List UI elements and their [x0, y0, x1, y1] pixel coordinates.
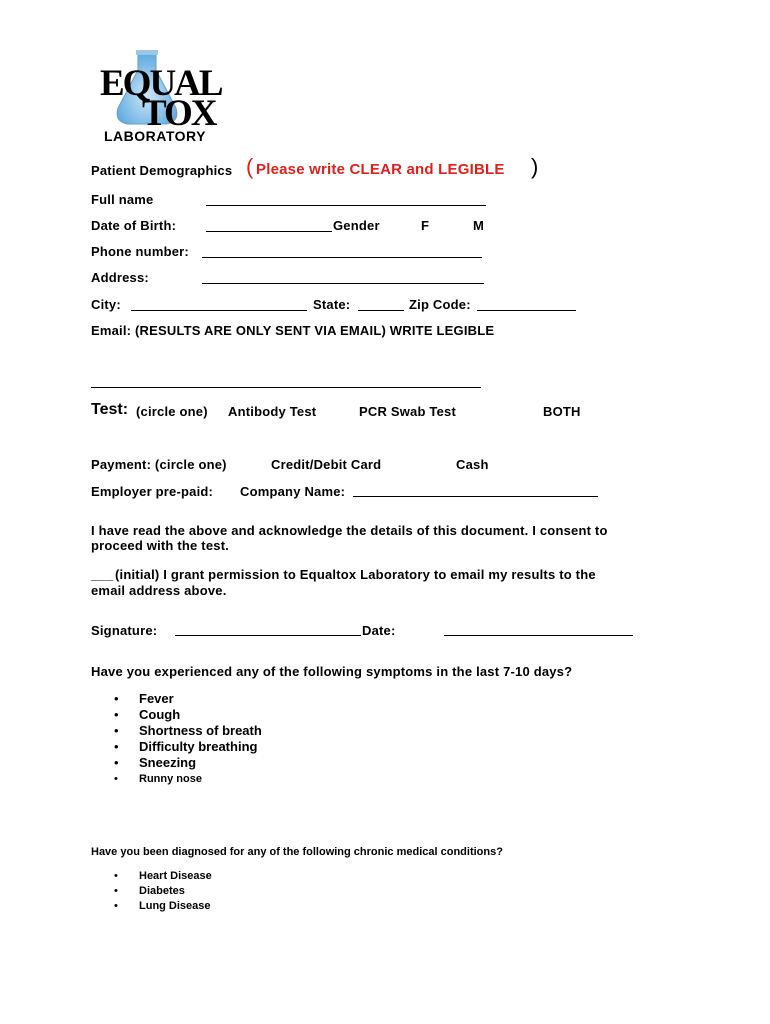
legibility-note: Please write CLEAR and LEGIBLE — [256, 161, 505, 178]
company-name-label: Company Name: — [240, 484, 346, 499]
address-field[interactable] — [202, 283, 484, 284]
logo-text-equal: EQUAL — [100, 63, 222, 104]
zip-field[interactable] — [477, 310, 576, 311]
full-name-label: Full name — [91, 192, 154, 207]
list-item: • Runny nose — [112, 771, 262, 787]
dob-label: Date of Birth: — [91, 218, 177, 233]
company-name-field[interactable] — [353, 496, 598, 497]
phone-field[interactable] — [202, 257, 482, 258]
gender-label: Gender — [333, 218, 380, 233]
list-item: • Cough — [112, 707, 262, 723]
conditions-question: Have you been diagnosed for any of the following chronic medical conditions? — [91, 846, 503, 858]
date-label: Date: — [362, 623, 396, 638]
gender-option-f[interactable]: F — [421, 218, 430, 233]
dob-field[interactable] — [206, 231, 332, 232]
state-label: State: — [313, 297, 351, 312]
initial-blank[interactable]: ___ — [91, 567, 114, 582]
address-label: Address: — [91, 270, 149, 285]
list-item: • Difficulty breathing — [112, 739, 262, 755]
symptoms-list — [112, 691, 262, 787]
permission-line-1: (initial) I grant permission to Equaltox Laboratory to email my results to the — [115, 567, 596, 582]
city-field[interactable] — [131, 310, 307, 311]
test-hint: (circle one) — [136, 404, 208, 419]
list-item: • Lung Disease — [112, 899, 212, 914]
permission-line-2: email address above. — [91, 583, 227, 598]
date-field[interactable] — [444, 635, 633, 636]
payment-option-card[interactable]: Credit/Debit Card — [271, 457, 382, 472]
equaltox-logo — [98, 48, 228, 148]
close-paren: ) — [531, 154, 539, 179]
list-item: • Sneezing — [112, 755, 262, 771]
symptoms-question: Have you experienced any of the following symptoms in the last 7-10 days? — [91, 664, 573, 679]
section-title-demographics: Patient Demographics — [91, 163, 233, 178]
test-option-antibody[interactable]: Antibody Test — [228, 404, 317, 419]
logo-text-tox: TOX — [142, 93, 216, 134]
test-option-both[interactable]: BOTH — [543, 404, 581, 419]
email-field[interactable] — [91, 387, 481, 388]
state-field[interactable] — [358, 310, 404, 311]
list-item: • Heart Disease — [112, 869, 212, 884]
signature-label: Signature: — [91, 623, 158, 638]
logo-text-laboratory: LABORATORY — [104, 128, 206, 144]
full-name-field[interactable] — [206, 205, 486, 206]
test-option-pcr[interactable]: PCR Swab Test — [359, 404, 456, 419]
conditions-list — [112, 869, 212, 914]
consent-line-2: proceed with the test. — [91, 538, 230, 553]
employer-prepaid-label: Employer pre-paid: — [91, 484, 214, 499]
payment-option-cash[interactable]: Cash — [456, 457, 489, 472]
list-item: • Diabetes — [112, 884, 212, 899]
test-label: Test: — [91, 401, 129, 418]
city-label: City: — [91, 297, 121, 312]
zip-label: Zip Code: — [409, 297, 471, 312]
phone-label: Phone number: — [91, 244, 189, 259]
email-label: Email: (RESULTS ARE ONLY SENT VIA EMAIL) WRITE LEGIBLE — [91, 323, 495, 338]
list-item: • Fever — [112, 691, 262, 707]
list-item: • Shortness of breath — [112, 723, 262, 739]
signature-field[interactable] — [175, 635, 361, 636]
consent-line-1: I have read the above and acknowledge the details of this document. I consent to — [91, 523, 608, 538]
open-paren: ( — [246, 154, 254, 179]
payment-label: Payment: (circle one) — [91, 457, 227, 472]
gender-option-m[interactable]: M — [473, 218, 485, 233]
